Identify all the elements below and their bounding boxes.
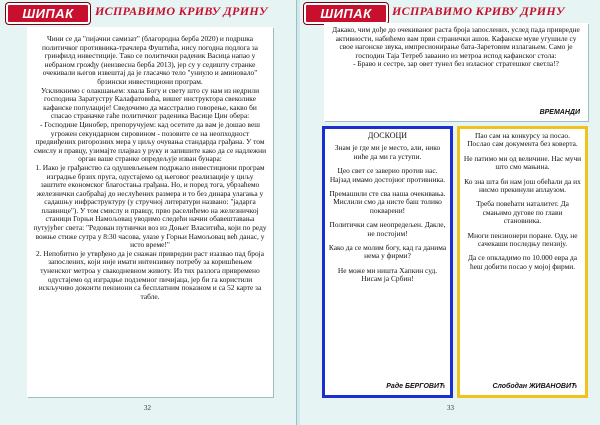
aphorism: Не патимо ми од величине. Нас мучи што смо мањина. <box>463 153 582 172</box>
aphorism: Треба повећати наталитет. Да смањимо дугове по глави становника. <box>476 199 569 226</box>
article-paragraph: Ускликнимо с олакшањем: хвала Богу и свету што су нам из недрили господина Заратустру Калафатовића, вишег инструктора свеколике кафанске популације! Сведочимо да масстрално говорење, какво би спасао страначке гаће политичког раденика Васице Цин обера: <box>40 85 260 121</box>
author-signature: ВРЕМАНДИ <box>539 109 580 117</box>
aphorism: Да се опкладимо по 10.000 евра да ћеш добити посао у мојој фирми. <box>467 253 578 271</box>
magazine-logo: ШИПАК <box>6 3 90 24</box>
article-paragraph: - Браво и сестре, зар овет тунел без изласног стратешког светла!? <box>353 59 559 69</box>
page-header <box>0 0 296 22</box>
main-article <box>27 27 273 397</box>
magazine-slogan: ИСПРАВИМО КРИВУ ДРИНУ <box>392 4 565 18</box>
aphorism: Ко зна шта би нам још обећали да их нисмо прекинули аплаузом. <box>464 176 581 195</box>
right-page <box>300 0 600 425</box>
aphorism: Политички сам неопредељен. Дакле, не постојим! <box>329 220 446 238</box>
aphorism: Знам је где ми је место, али, нико ниће да ми га уступи. <box>334 143 441 161</box>
left-page <box>0 0 297 425</box>
aphorisms-box-blue <box>322 126 453 398</box>
article-paragraph: Чини се да "пијачни самизат" (благородна берба 2020) и подршка политичког противника-трачлера Фуштића, нису погодна подлога за гринфилд инвестиције. Тако се политички раденик Васица напао у небраном грожђу (неизвесна берба 2013), јер су у седишту странке очекивали његов извештај да је гласачко тело "униуло и аминовало" брзински инвестициони програм. <box>42 34 258 86</box>
aphorism: Како да се молим богу, кад га данима нема у фирми? <box>328 243 447 261</box>
aphorism: Многи пензионери поране. Оду, не сачекаши последњу пензију. <box>467 230 578 249</box>
aphorism: Пао сам на конкурсу за посао. Послао сам документа без коверта. <box>467 131 578 149</box>
magazine-slogan: ИСПРАВИМО КРИВУ ДРИНУ <box>95 4 268 18</box>
aphorism: Премашили сте сва наша очекивања. Мислили смо да нисте баш толико покварени! <box>329 189 446 215</box>
article-paragraph: Дакако, чим дође до очекиваног раста броја запослених, услед пада привредне активности, набићемо вам први странички ашов. Кафанске муве угушиле су свое нагонске звука, импресионирање бата-Заретовим излагањем. Само је господин Таја Тетреб заванио из метроа испод кафанског стола: <box>332 25 580 60</box>
page-header <box>300 0 600 22</box>
magazine-logo: ШИПАК <box>304 3 388 24</box>
aphorism: Цео свет се заверио против нас. Најзад имамо достојног противника. <box>329 166 446 184</box>
article-paragraph: - Господине Цинобер, препоручујем: кад осетите да вам је дошао веш угрожен секундарном сировином - позовите се на неопходност предвиђених ригорозних мера у циљу очувања стандарда грађана. У том смислу и правцу, узимајте плајваз у руку и запишите како да се надлежни орган ваше странке опредељује изван бунара: <box>33 119 267 164</box>
aphorism: Не може ми ништа Хапкин суд. Нисам ја Србин! <box>337 265 438 284</box>
page-number: 33 <box>447 404 454 412</box>
author-signature: Слободан ЖИВАНОВИЋ <box>492 382 577 390</box>
article-paragraph: 1. Иако је грађанство са одушевљењем подржало инвестициони програм изградње брзих пруга, одустајемо од његовог реализације у циљу заштите економског благостања грађана. Но, и поред тога, убрзаћемо железнички саобраћај до неслућених размера и то без динара улагања у садашњу инфраструктуру (у стручној литератури названо: "јадарга плавнице"). У том смислу и правцу, прво раселићемо на железничкој станици Горњи Намољовац уводимо следећи начин обавештавања путујућег света: "Редован путнички воз из Доњег Власитића, који по реду вожње стиже сутра у 8:30 часова, улазе у Горњи Намољовац већ данас, у исто време!" <box>33 162 267 250</box>
page-number: 32 <box>144 404 151 412</box>
aphorisms-title: ДОСКОЦИ <box>367 131 408 140</box>
article-paragraph: 2. Непобитно је утврђено да је снажан привредни раст изазвао пад броја запослених, који није имати интензивну потребу за коришћењем туненског метроа у свакодневном животу. Из тих разлога привремено одустајемо од изградње подземног пичијаца, јер би га користили искључиво доконти пензиони са бесплатним показном и са 52 карте за табле. <box>36 248 264 301</box>
author-signature: Раде БЕРГОВИЋ <box>386 382 445 390</box>
continued-article <box>324 23 588 121</box>
aphorisms-box-yellow <box>457 126 588 398</box>
